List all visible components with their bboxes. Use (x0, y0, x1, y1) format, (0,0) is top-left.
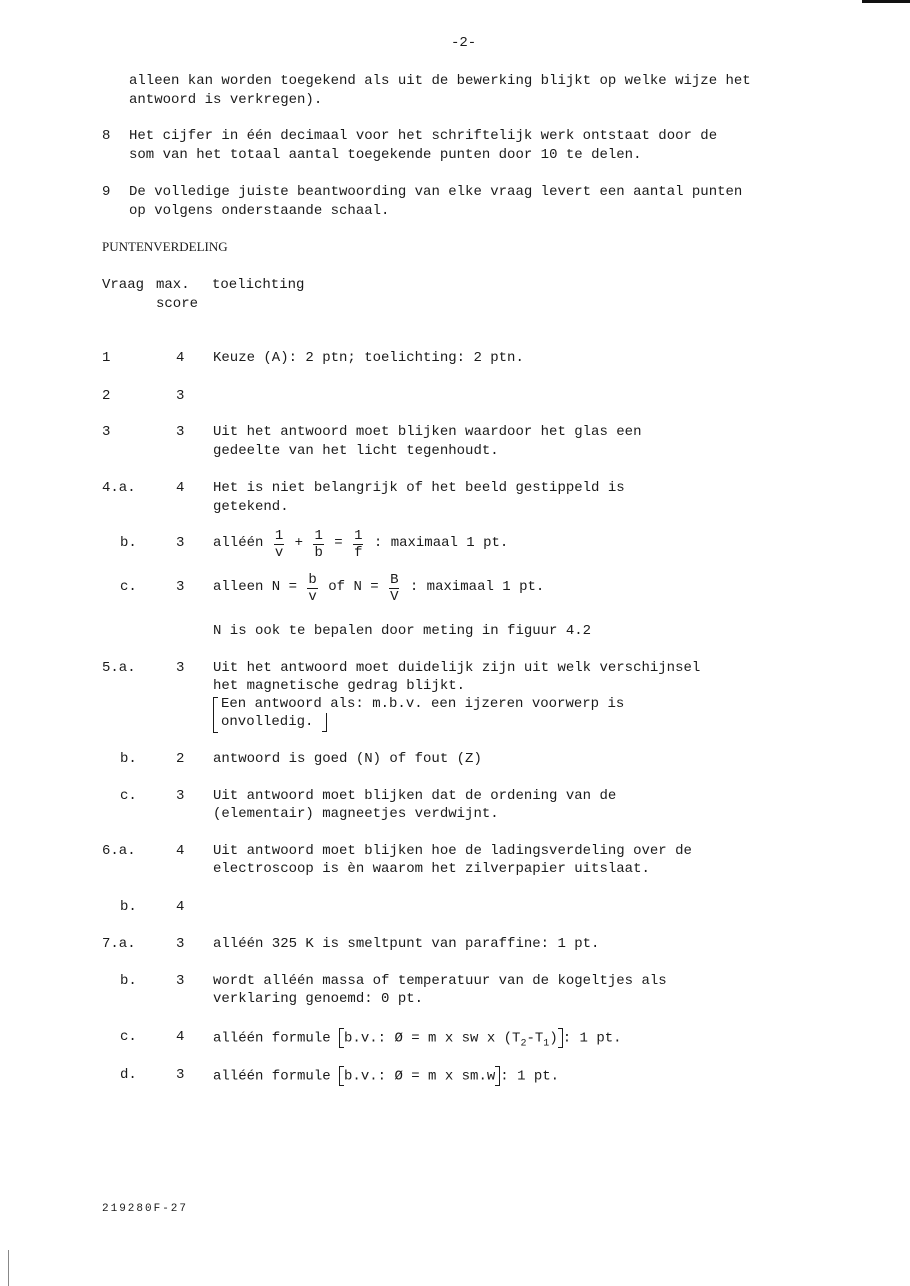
question-6a: 6.a. (102, 843, 136, 859)
note-7c-formula (213, 1028, 622, 1048)
note-7b-line-2: verklaring genoemd: 0 pt. (213, 991, 424, 1007)
note-7c-close-paren: ) (549, 1030, 558, 1047)
header-toelichting: toelichting (212, 277, 305, 293)
page-number: -2- (451, 35, 477, 51)
note-7d-prefix: alléén formule (213, 1068, 331, 1085)
subscript-1: 1 (543, 1038, 550, 1050)
left-edge-mark (8, 1250, 9, 1286)
question-5b: b. (120, 751, 137, 767)
header-vraag: Vraag (102, 277, 145, 293)
score-4a: 4 (176, 480, 185, 496)
intro-continuation-line-2: antwoord is verkregen). (129, 92, 323, 108)
score-2: 3 (176, 388, 185, 404)
note-4c-formula (213, 570, 544, 603)
note-7d-suffix: : 1 pt. (500, 1068, 560, 1085)
score-7a: 3 (176, 936, 185, 952)
score-5a: 3 (176, 660, 185, 676)
score-5b: 2 (176, 751, 185, 767)
top-edge-mark (862, 0, 910, 3)
note-7c-prefix: alléén formule (213, 1030, 331, 1047)
question-4b: b. (120, 535, 137, 551)
note-5a-line-3: Een antwoord als: m.b.v. een ijzeren voorwerp is (221, 696, 625, 712)
note-4c-suffix: : maximaal 1 pt. (409, 579, 545, 596)
score-7c: 4 (176, 1029, 185, 1045)
fraction-1-over-f: $\frac{1}{f}$ (354, 528, 363, 561)
equals-sign: = (334, 535, 343, 552)
question-7d: d. (120, 1067, 137, 1083)
item-9-line-1: De volledige juiste beantwoording van elke vraag levert een aantal punten (129, 184, 743, 200)
note-5b: antwoord is goed (N) of fout (Z) (213, 751, 482, 767)
note-3-line-2: gedeelte van het licht tegenhoudt. (213, 443, 499, 459)
question-1: 1 (102, 350, 111, 366)
item-8-line-2: som van het totaal aantal toegekende punten door 10 te delen. (129, 147, 642, 163)
note-6a-line-2: electroscoop is èn waarom het zilverpapier uitslaat. (213, 861, 650, 877)
score-3: 3 (176, 424, 185, 440)
note-5c-line-2: (elementair) magneetjes verdwijnt. (213, 806, 499, 822)
score-4c: 3 (176, 579, 185, 595)
note-7d-formula-text: b.v.: Ø = m x sm.w (344, 1068, 496, 1085)
subscript-2: 2 (520, 1038, 527, 1050)
fraction-b-over-v: $\frac{b}{v}$ (308, 572, 317, 605)
right-bracket (322, 713, 327, 732)
score-4b: 3 (176, 535, 185, 551)
score-6b: 4 (176, 899, 185, 915)
fraction-1-over-b: $\frac{1}{b}$ (314, 528, 323, 561)
note-6a-line-1: Uit antwoord moet blijken hoe de ladingsverdeling over de (213, 843, 692, 859)
question-4a: 4.a. (102, 480, 136, 496)
plus-sign: + (294, 535, 304, 552)
note-7c-formula-text: b.v.: Ø = m x sw x (T (344, 1030, 521, 1047)
note-4b-suffix: : maximaal 1 pt. (373, 535, 509, 552)
question-5c: c. (120, 788, 137, 804)
note-5a-line-4: onvolledig. (221, 714, 314, 730)
score-1: 4 (176, 350, 185, 366)
note-7b-line-1: wordt alléén massa of temperatuur van de kogeltjes als (213, 973, 667, 989)
question-7a: 7.a. (102, 936, 136, 952)
question-6b: b. (120, 899, 137, 915)
note-5a-line-2: het magnetische gedrag blijkt. (213, 678, 466, 694)
item-8-line-1: Het cijfer in één decimaal voor het schriftelijk werk ontstaat door de (129, 128, 718, 144)
note-7d-formula (213, 1066, 559, 1086)
score-7d: 3 (176, 1067, 185, 1083)
question-3: 3 (102, 424, 111, 440)
note-4c-extra: N is ook te bepalen door meting in figuur 4.2 (213, 623, 592, 639)
note-4c-middle: of N = (328, 579, 379, 596)
note-4b-formula (213, 526, 508, 559)
note-4b-prefix: alléén (213, 535, 264, 552)
note-4a-line-1: Het is niet belangrijk of het beeld gestippeld is (213, 480, 625, 496)
intro-continuation-line-1: alleen kan worden toegekend als uit de bewerking blijkt op welke wijze het (129, 73, 751, 89)
section-title: PUNTENVERDELING (102, 239, 228, 254)
document-code: 219280F-27 (102, 1203, 189, 1215)
note-3-line-1: Uit het antwoord moet blijken waardoor het glas een (213, 424, 642, 440)
note-4a-line-2: getekend. (213, 499, 289, 515)
note-1: Keuze (A): 2 ptn; toelichting: 2 ptn. (213, 350, 524, 366)
question-7b: b. (120, 973, 137, 989)
note-7c-suffix: : 1 pt. (562, 1030, 622, 1047)
header-max: max. (156, 277, 190, 293)
header-score: score (156, 296, 199, 312)
left-bracket (213, 697, 218, 733)
fraction-1-over-v: $\frac{1}{v}$ (274, 528, 284, 561)
score-6a: 4 (176, 843, 185, 859)
score-7b: 3 (176, 973, 185, 989)
note-7a: alléén 325 K is smeltpunt van paraffine: 1 pt. (213, 936, 600, 952)
note-4c-prefix: alleen N = (213, 579, 298, 596)
question-2: 2 (102, 388, 111, 404)
item-8-number: 8 (102, 128, 111, 144)
item-9-line-2: op volgens onderstaande schaal. (129, 203, 390, 219)
question-4c: c. (120, 579, 137, 595)
note-7c-minus: -T (526, 1030, 544, 1047)
question-5a: 5.a. (102, 660, 136, 676)
note-5c-line-1: Uit antwoord moet blijken dat de ordening van de (213, 788, 617, 804)
note-5a-line-1: Uit het antwoord moet duidelijk zijn uit welk verschijnsel (213, 660, 701, 676)
question-7c: c. (120, 1029, 137, 1045)
score-5c: 3 (176, 788, 185, 804)
item-9-number: 9 (102, 184, 111, 200)
fraction-B-over-V: $\frac{B}{V}$ (390, 572, 399, 605)
